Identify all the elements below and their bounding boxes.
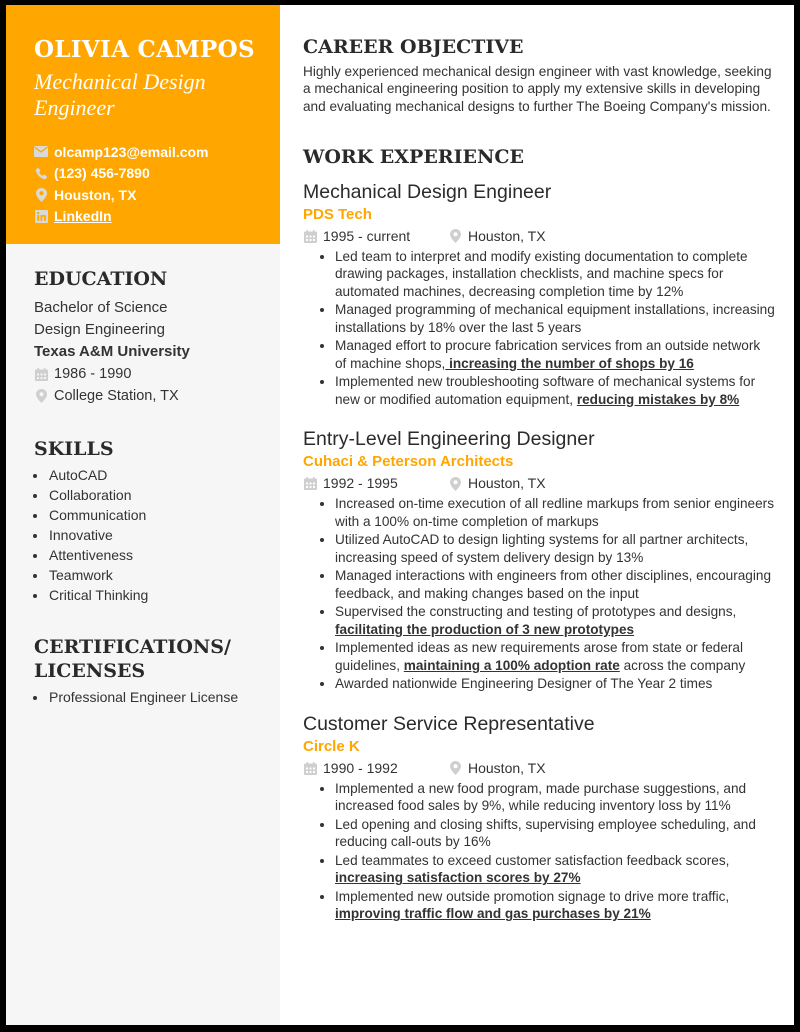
linkedin-icon — [34, 209, 48, 223]
job-entry — [303, 426, 794, 693]
linkedin-link[interactable]: LinkedIn — [54, 208, 112, 225]
degree: Bachelor of Science — [34, 299, 168, 316]
candidate-name: OLIVIA CAMPOS — [34, 36, 255, 63]
map-pin-icon — [34, 389, 48, 403]
job-bullet — [335, 675, 775, 693]
calendar-icon — [303, 229, 317, 243]
bullet-text: Supervised the constructing and testing of prototypes and designs, — [335, 604, 737, 620]
bullet-highlight: increasing satisfaction scores by 27% — [335, 870, 581, 886]
objective-heading: CAREER OBJECTIVE — [303, 36, 524, 58]
job-meta — [303, 225, 794, 248]
email-text: olcamp123@email.com — [54, 143, 209, 160]
job-bullet — [335, 816, 775, 851]
bullet-text: Awarded nationwide Engineering Designer of The Year 2 times — [335, 676, 713, 692]
contact-location — [34, 184, 280, 206]
skill-item: • Critical Thinking — [48, 585, 264, 605]
job-bullets — [303, 495, 775, 693]
job-bullets — [303, 248, 775, 409]
bullet-text: Implemented new outside promotion signage to drive more traffic, — [335, 888, 730, 904]
objective-section — [303, 35, 794, 115]
job-bullet — [335, 248, 775, 301]
bullet-text: Implemented new troubleshooting software of mechanical systems for new or modified automation equipment, — [335, 374, 756, 407]
job-location — [448, 225, 546, 248]
bullet-highlight: maintaining a 100% adoption rate — [403, 657, 620, 673]
education-section — [6, 267, 280, 407]
skill-item: • Innovative — [48, 525, 264, 545]
job-bullet — [335, 373, 775, 408]
bullet-highlight: improving traffic flow and gas purchases by 21% — [335, 906, 651, 922]
header-block — [6, 5, 280, 244]
bullet-text: Managed programming of mechanical equipment installations, increasing installations by 18% over the last 5 years — [335, 302, 775, 335]
bullet-text: Led opening and closing shifts, supervising employee scheduling, and reducing call-outs by 16% — [335, 816, 756, 850]
job-dates-text: 1990 - 1992 — [323, 759, 398, 776]
map-pin-icon — [448, 477, 462, 491]
location-text: Houston, TX — [54, 186, 137, 203]
job-title: Entry-Level Engineering Designer — [303, 428, 595, 451]
bullet-text: Led team to interpret and modify existing documentation to complete drawing packages, installation checklists, and machine specs for automated machines, decreasing completion time by 12% — [335, 248, 748, 299]
job-bullet — [335, 780, 775, 815]
job-bullet — [335, 603, 775, 638]
calendar-icon — [303, 477, 317, 491]
job-meta — [303, 757, 794, 780]
map-pin-icon — [448, 761, 462, 775]
job-title: Customer Service Representative — [303, 712, 595, 735]
skill-item: • Collaboration — [48, 485, 264, 505]
job-meta — [303, 472, 794, 495]
job-bullet — [335, 852, 775, 887]
job-entry — [303, 179, 794, 409]
school-name: Texas A&M University — [34, 343, 190, 360]
job-bullet — [335, 888, 775, 923]
job-bullet — [335, 567, 775, 602]
certifications-heading: CERTIFICATIONS/ LICENSES — [34, 636, 231, 682]
certifications-list — [34, 687, 264, 707]
calendar-icon — [303, 761, 317, 775]
company-name: Circle K — [303, 737, 360, 755]
bullet-highlight: increasing the number of shops by 16 — [445, 355, 694, 371]
objective-text: Highly experienced mechanical design engineer with vast knowledge, seeking a mechanical engineering position to apply my extensive skills in developing and evaluating mechanical designs to further The Boeing Company's mission. — [303, 64, 772, 114]
bullet-text: Implemented a new food program, made purchase suggestions, and increased food sales by 9%, while reducing inventory loss by 11% — [335, 780, 747, 814]
job-dates — [303, 225, 448, 248]
contact-list — [34, 141, 280, 227]
company-name: PDS Tech — [303, 205, 372, 223]
job-bullets — [303, 780, 775, 923]
bullet-text-after: across the company — [619, 657, 746, 673]
envelope-icon — [34, 145, 48, 159]
resume-page — [6, 5, 794, 1025]
bullet-highlight: facilitating the production of 3 new prototypes — [335, 621, 635, 637]
job-bullet — [335, 301, 775, 336]
candidate-role: Mechanical Design Engineer — [34, 69, 206, 120]
education-location-text: College Station, TX — [54, 388, 179, 404]
certification-item: • Professional Engineer License — [48, 687, 264, 707]
skill-item: • Communication — [48, 505, 264, 525]
map-pin-icon — [34, 188, 48, 202]
map-pin-icon — [448, 229, 462, 243]
left-column — [6, 5, 280, 1025]
education-heading: EDUCATION — [34, 268, 168, 290]
bullet-text: Utilized AutoCAD to design lighting systems for all partner architects, increasing speed of system delivery design by 13% — [335, 532, 749, 565]
job-bullet — [335, 531, 775, 566]
bullet-text: Implemented ideas as new requirements arose from state or federal guidelines, — [335, 640, 744, 673]
job-location — [448, 472, 546, 495]
contact-linkedin[interactable] — [34, 206, 280, 228]
job-entry — [303, 711, 794, 923]
bullet-text: Managed interactions with engineers from other disciplines, encouraging feedback, and making changes based on the input — [335, 568, 772, 601]
job-location-text: Houston, TX — [468, 759, 546, 776]
phone-text: (123) 456-7890 — [54, 165, 150, 182]
job-dates-text: 1992 - 1995 — [323, 475, 398, 492]
education-location — [34, 385, 264, 407]
bullet-text: Increased on-time execution of all redline markups from senior engineers with a 100% on-time completion of markups — [335, 496, 774, 529]
job-bullet — [335, 495, 775, 530]
field-of-study: Design Engineering — [34, 321, 165, 338]
job-title: Mechanical Design Engineer — [303, 180, 552, 203]
skill-item: • Teamwork — [48, 565, 264, 585]
company-name: Cuhaci & Peterson Architects — [303, 453, 514, 471]
job-location-text: Houston, TX — [468, 475, 546, 492]
job-dates-text: 1995 - current — [323, 227, 411, 244]
education-dates — [34, 363, 264, 385]
contact-email[interactable] — [34, 141, 280, 163]
bullet-text: Managed effort to procure fabrication services from an outside network of machine shops, — [335, 338, 761, 371]
education-dates-text: 1986 - 1990 — [54, 366, 132, 382]
job-location-text: Houston, TX — [468, 227, 546, 244]
job-dates — [303, 472, 448, 495]
work-section — [303, 145, 794, 923]
bullet-text: Led teammates to exceed customer satisfaction feedback scores, — [335, 852, 730, 868]
skills-heading: SKILLS — [34, 438, 114, 460]
skill-item: • Attentiveness — [48, 545, 264, 565]
job-bullet — [335, 639, 775, 674]
phone-icon — [34, 166, 48, 180]
calendar-icon — [34, 367, 48, 381]
job-location — [448, 757, 546, 780]
bullet-highlight: reducing mistakes by 8% — [576, 391, 740, 407]
work-heading: WORK EXPERIENCE — [303, 145, 524, 168]
job-dates — [303, 757, 448, 780]
right-column — [280, 5, 794, 924]
contact-phone[interactable] — [34, 163, 280, 185]
job-bullet — [335, 337, 775, 372]
skills-section — [6, 437, 280, 605]
skill-item: • AutoCAD — [48, 465, 264, 485]
certifications-section — [6, 635, 280, 707]
skills-list — [34, 465, 264, 605]
